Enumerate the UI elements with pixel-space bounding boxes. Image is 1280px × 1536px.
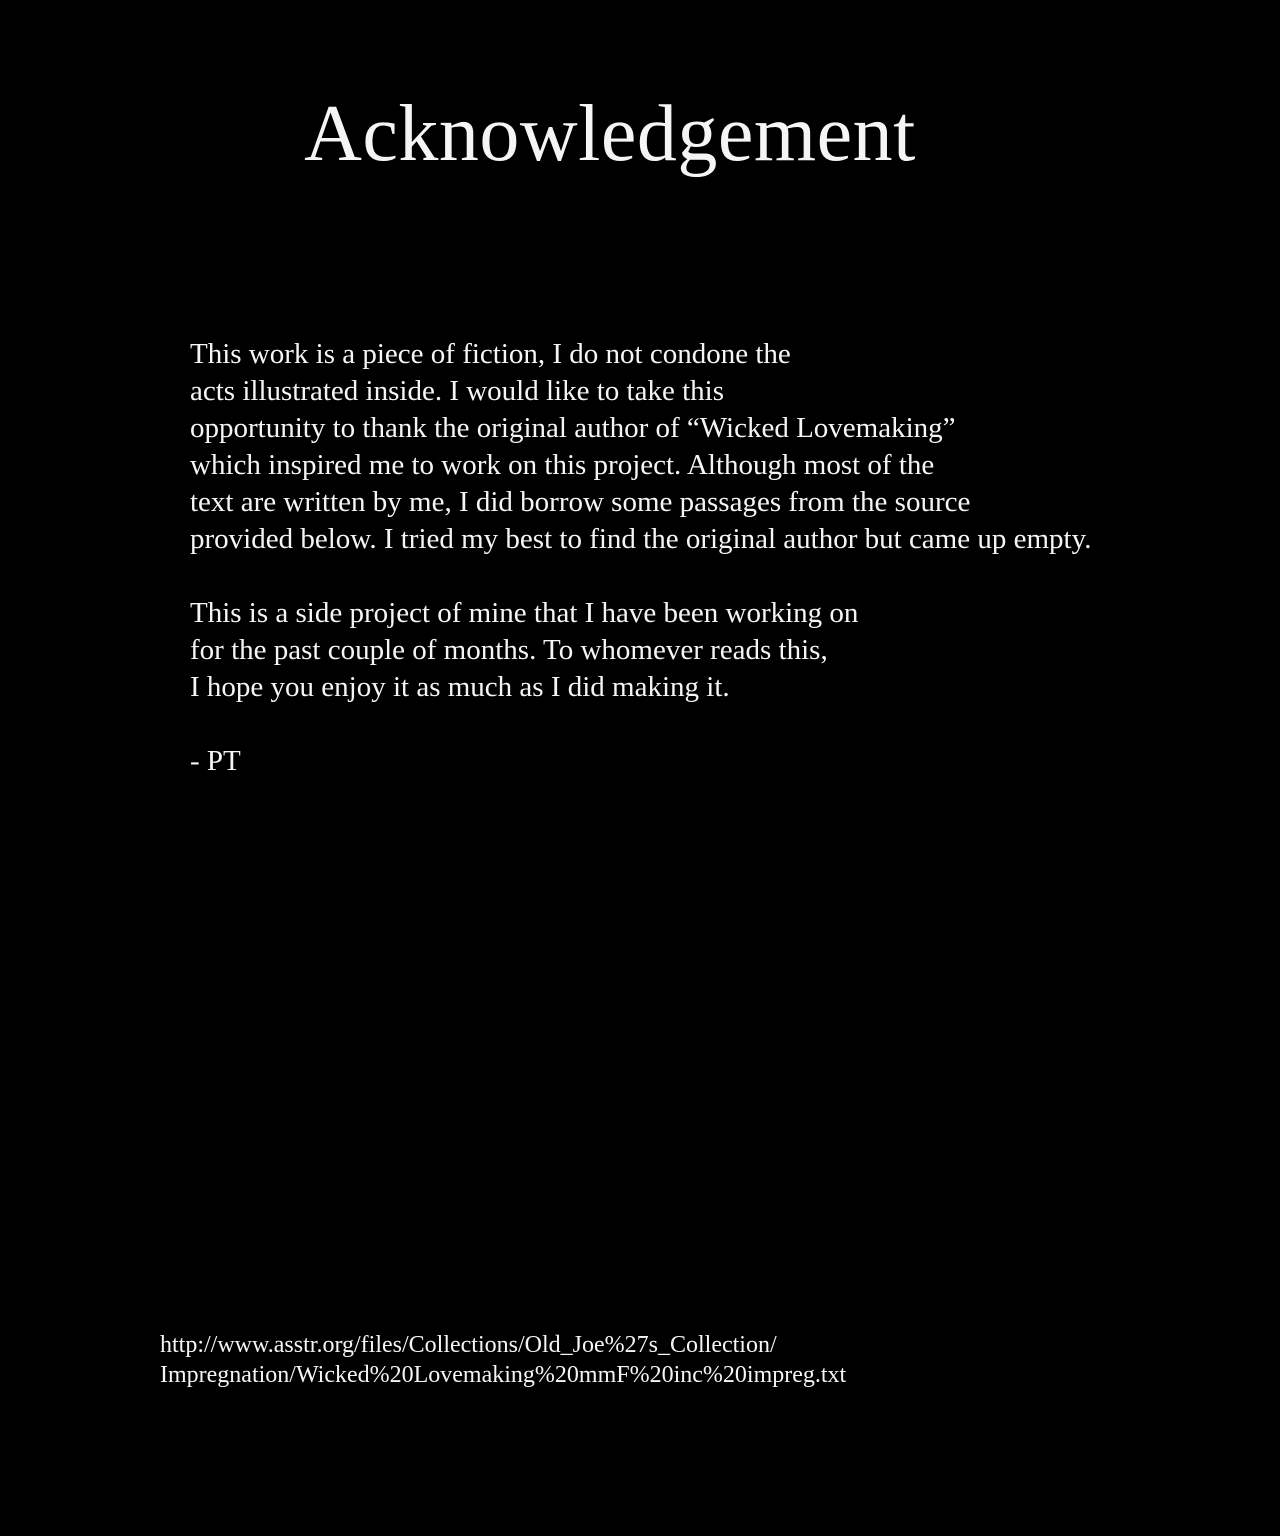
text-line: acts illustrated inside. I would like to take this (190, 375, 724, 407)
text-line: This work is a piece of fiction, I do not condone the (190, 338, 791, 370)
paragraph-side-project-note (190, 595, 1200, 706)
text-line: opportunity to thank the original author of “Wicked Lovemaking” (190, 412, 956, 444)
text-line: I hope you enjoy it as much as I did making it. (190, 671, 730, 703)
source-url (160, 1330, 1160, 1390)
text-line: provided below. I tried my best to find the original author but came up empty. (190, 523, 1092, 555)
url-line: Impregnation/Wicked%20Lovemaking%20mmF%20inc%20impreg.txt (160, 1362, 847, 1388)
text-line: text are written by me, I did borrow some passages from the source (190, 486, 971, 518)
url-line: http://www.asstr.org/files/Collections/Old_Joe%27s_Collection/ (160, 1332, 777, 1358)
body-text (190, 336, 1200, 817)
author-signature (190, 743, 1200, 780)
text-line: for the past couple of months. To whomever reads this, (190, 634, 828, 666)
signature-line: - PT (190, 745, 241, 777)
text-line: which inspired me to work on this project. Although most of the (190, 449, 935, 481)
paragraph-disclaimer (190, 336, 1200, 558)
text-line: This is a side project of mine that I have been working on (190, 597, 859, 629)
page-title: Acknowledgement (304, 90, 916, 178)
